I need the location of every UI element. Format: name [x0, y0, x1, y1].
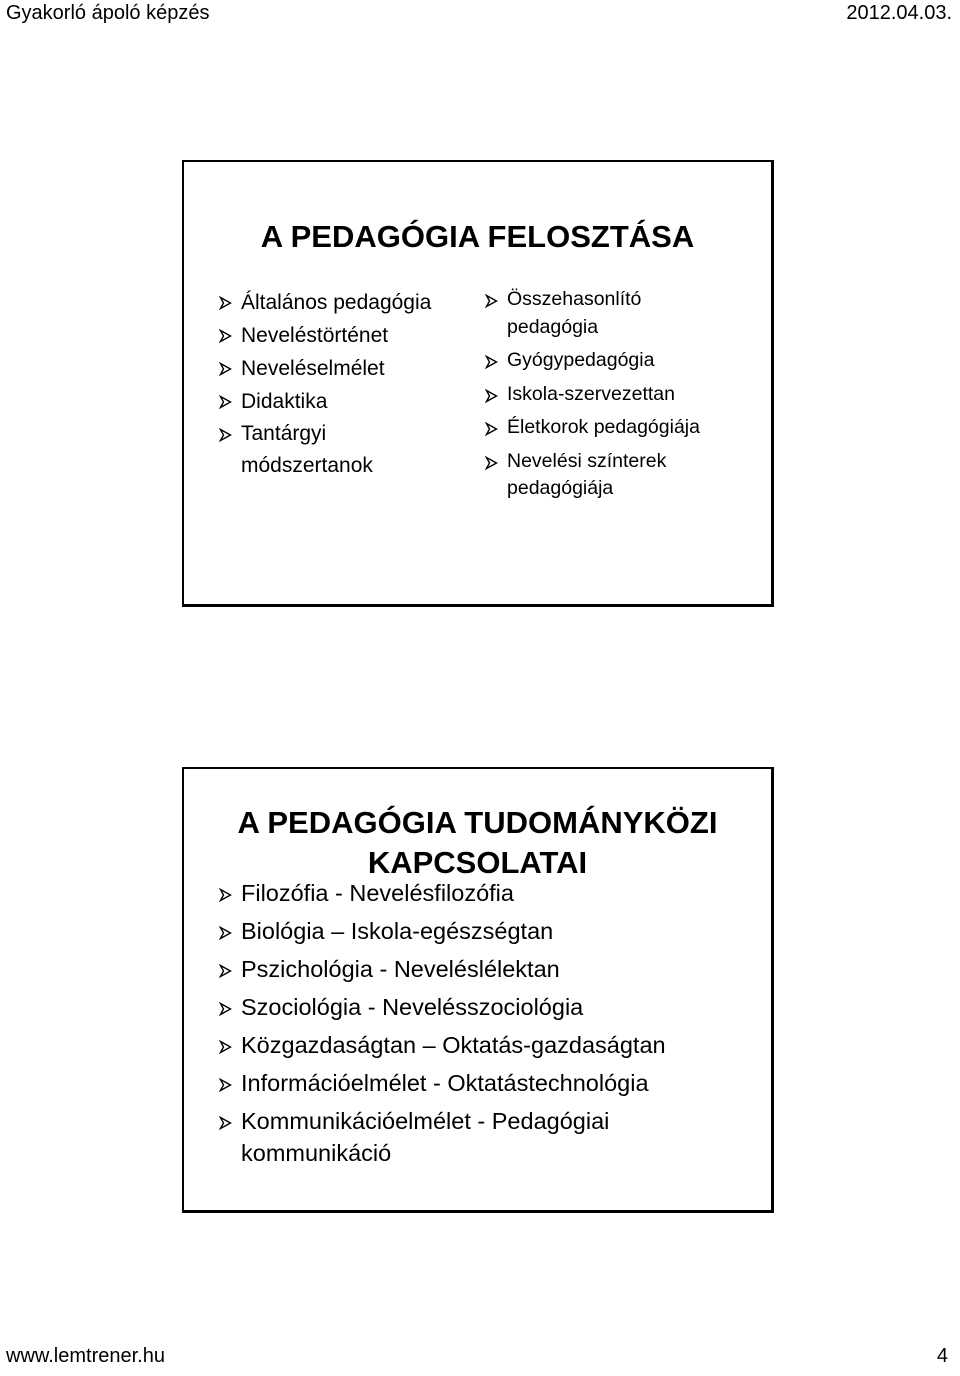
slide-title-line-1: A PEDAGÓGIA TUDOMÁNYKÖZI — [237, 805, 718, 840]
arrow-bullet-icon — [219, 1040, 232, 1054]
list-item: Életkorok pedagógiája — [485, 414, 765, 442]
arrow-bullet-icon — [219, 926, 232, 940]
arrow-bullet-icon — [219, 888, 232, 902]
list-item: Közgazdaságtan – Oktatás-gazdaságtan — [219, 1030, 769, 1062]
list-item: Információelmélet - Oktatástechnológia — [219, 1068, 769, 1100]
arrow-bullet-icon — [219, 1078, 232, 1092]
list-item: Általános pedagógia — [219, 286, 459, 319]
arrow-bullet-icon — [219, 1116, 232, 1130]
bullet-list-relations — [219, 878, 769, 1176]
list-item: Szociológia - Nevelésszociológia — [219, 992, 769, 1024]
arrow-bullet-icon — [485, 389, 498, 403]
header-title: Gyakorló ápoló képzés — [6, 2, 210, 24]
bullet-list-right — [485, 286, 765, 509]
list-item: Iskola-szervezettan — [485, 381, 765, 409]
arrow-bullet-icon — [485, 294, 498, 308]
list-item: Biológia – Iskola-egészségtan — [219, 916, 769, 948]
header-date: 2012.04.03. — [846, 2, 952, 24]
list-item: Didaktika — [219, 385, 459, 418]
arrow-bullet-icon — [485, 422, 498, 436]
list-item: Nevelési színterek pedagógiája — [485, 448, 727, 503]
list-item: Összehasonlító pedagógia — [485, 286, 697, 341]
slide-tudomanykozi-kapcsolatai — [182, 767, 774, 1213]
footer-website: www.lemtrener.hu — [6, 1345, 165, 1367]
arrow-bullet-icon — [219, 428, 232, 442]
list-item: Kommunikációelmélet - Pedagógiai kommunikáció — [219, 1106, 701, 1169]
list-item: Neveléstörténet — [219, 319, 459, 352]
list-item: Filozófia - Nevelésfilozófia — [219, 878, 769, 910]
arrow-bullet-icon — [219, 1002, 232, 1016]
arrow-bullet-icon — [219, 964, 232, 978]
arrow-bullet-icon — [219, 395, 232, 409]
list-item: Neveléselmélet — [219, 352, 459, 385]
arrow-bullet-icon — [219, 296, 232, 310]
arrow-bullet-icon — [485, 456, 498, 470]
list-item: Tantárgyi módszertanok — [219, 418, 401, 482]
slide-title: A PEDAGÓGIA FELOSZTÁSA — [260, 219, 695, 254]
list-item: Gyógypedagógia — [485, 347, 765, 375]
page-number: 4 — [936, 1345, 948, 1367]
arrow-bullet-icon — [219, 362, 232, 376]
slide-pedagogia-felosztasa — [182, 160, 774, 607]
slide-title-line-2: KAPCSOLATAI — [367, 845, 588, 880]
list-item: Pszichológia - Neveléslélektan — [219, 954, 769, 986]
arrow-bullet-icon — [485, 355, 498, 369]
slide-title — [184, 803, 771, 883]
arrow-bullet-icon — [219, 329, 232, 343]
bullet-list-left — [219, 286, 459, 482]
